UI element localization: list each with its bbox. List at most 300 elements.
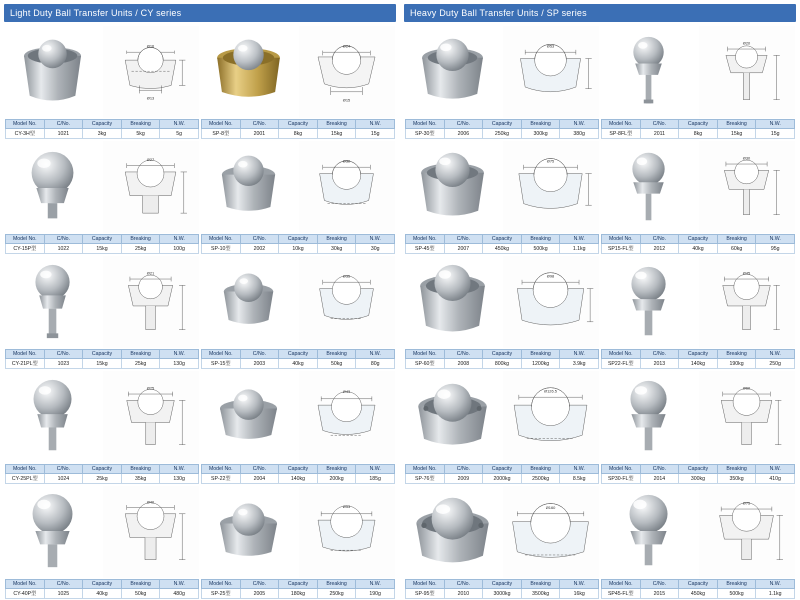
product-grid-light-duty (4, 25, 396, 600)
col-capacity: Capacity (679, 235, 718, 244)
cell-capacity: 40kg (83, 589, 122, 599)
cell-breaking: 5kg (121, 129, 160, 139)
technical-drawing (103, 141, 198, 233)
cell-cno: 1021 (44, 129, 83, 139)
col-capacity: Capacity (279, 235, 318, 244)
spec-table (405, 579, 599, 599)
col-nw: N.W. (756, 580, 795, 589)
cell-capacity: 800kg (483, 359, 522, 369)
cell-breaking: 500kg (717, 589, 756, 599)
cell-breaking: 50kg (317, 359, 356, 369)
product-photo (5, 486, 100, 578)
svg-text:Ø35: Ø35 (343, 273, 351, 279)
col-breaking: Breaking (521, 580, 560, 589)
cell-cno: 2008 (444, 359, 483, 369)
col-model: Model No. (6, 235, 45, 244)
cell-nw: 380g (560, 129, 599, 139)
col-capacity: Capacity (83, 120, 122, 129)
technical-drawing (299, 26, 394, 118)
table-header-row (406, 350, 599, 359)
col-cno: C/No. (444, 235, 483, 244)
col-model: Model No. (202, 350, 241, 359)
cell-cno: 2005 (240, 589, 279, 599)
table-header-row (406, 580, 599, 589)
cell-model: SP-76型 (406, 474, 445, 484)
svg-text:Ø43: Ø43 (343, 389, 351, 395)
cell-model: SP-25型 (202, 589, 241, 599)
cell-capacity: 2000kg (483, 474, 522, 484)
product-cell[interactable] (404, 25, 600, 140)
col-cno: C/No. (640, 120, 679, 129)
product-row (4, 485, 396, 600)
svg-text:Ø45: Ø45 (743, 270, 751, 276)
technical-drawing (503, 26, 598, 118)
product-photo (201, 256, 296, 348)
technical-drawing (699, 141, 794, 233)
cell-cno: 2007 (444, 244, 483, 254)
spec-table (5, 119, 199, 139)
svg-text:Ø40: Ø40 (147, 499, 155, 505)
col-cno: C/No. (240, 235, 279, 244)
product-photo (601, 141, 696, 233)
product-photo (5, 256, 100, 348)
svg-text:Ø21: Ø21 (147, 270, 155, 276)
cell-cno: 2003 (240, 359, 279, 369)
svg-text:Ø20: Ø20 (743, 40, 751, 46)
col-capacity: Capacity (279, 120, 318, 129)
col-capacity: Capacity (83, 465, 122, 474)
col-capacity: Capacity (279, 580, 318, 589)
product-photo (201, 486, 296, 578)
product-photo (601, 486, 696, 578)
col-breaking: Breaking (317, 235, 356, 244)
spec-table (405, 464, 599, 484)
svg-text:Ø13: Ø13 (147, 95, 155, 101)
table-header-row (202, 235, 395, 244)
product-cell[interactable] (600, 370, 796, 485)
cell-breaking: 1200kg (521, 359, 560, 369)
col-cno: C/No. (640, 235, 679, 244)
product-row (4, 370, 396, 485)
product-figures (5, 141, 199, 233)
product-photo (201, 371, 296, 463)
col-breaking: Breaking (521, 120, 560, 129)
col-nw: N.W. (356, 120, 395, 129)
cell-capacity: 140kg (679, 359, 718, 369)
cell-capacity: 40kg (679, 244, 718, 254)
cell-cno: 2002 (240, 244, 279, 254)
cell-model: SP-95型 (406, 589, 445, 599)
table-header-row (6, 120, 199, 129)
cell-model: SP15-FL型 (602, 244, 641, 254)
product-figures (5, 256, 199, 348)
col-model: Model No. (6, 580, 45, 589)
col-breaking: Breaking (121, 120, 160, 129)
table-header-row (406, 465, 599, 474)
product-cell[interactable] (4, 25, 200, 140)
col-capacity: Capacity (483, 580, 522, 589)
cell-cno: 2006 (444, 129, 483, 139)
cell-nw: 100g (160, 244, 199, 254)
product-photo (201, 141, 296, 233)
col-model: Model No. (6, 465, 45, 474)
product-cell[interactable] (600, 140, 796, 255)
product-grid-heavy-duty (404, 25, 796, 600)
cell-model: CY-25PL型 (6, 474, 45, 484)
product-cell[interactable] (600, 255, 796, 370)
col-capacity: Capacity (483, 350, 522, 359)
svg-text:Ø53: Ø53 (343, 504, 351, 510)
cell-cno: 2011 (640, 129, 679, 139)
cell-cno: 1023 (44, 359, 83, 369)
col-capacity: Capacity (83, 235, 122, 244)
product-cell[interactable] (200, 140, 396, 255)
col-breaking: Breaking (317, 580, 356, 589)
cell-capacity: 3kg (83, 129, 122, 139)
technical-drawing (103, 486, 198, 578)
spec-table (5, 464, 199, 484)
col-cno: C/No. (44, 580, 83, 589)
cell-capacity: 140kg (279, 474, 318, 484)
spec-table (601, 119, 795, 139)
col-breaking: Breaking (521, 235, 560, 244)
cell-capacity: 25kg (83, 474, 122, 484)
col-nw: N.W. (560, 120, 599, 129)
col-nw: N.W. (356, 350, 395, 359)
product-figures (601, 371, 795, 463)
svg-text:Ø126.5: Ø126.5 (544, 388, 558, 394)
cell-breaking: 35kg (121, 474, 160, 484)
table-row (202, 129, 395, 139)
spec-table (601, 234, 795, 254)
product-row (404, 485, 796, 600)
product-row (404, 140, 796, 255)
col-model: Model No. (406, 120, 445, 129)
table-row (602, 589, 795, 599)
cell-nw: 185g (356, 474, 395, 484)
svg-text:Ø30: Ø30 (343, 158, 351, 164)
col-capacity: Capacity (483, 235, 522, 244)
col-breaking: Breaking (521, 465, 560, 474)
svg-text:Ø75: Ø75 (743, 500, 751, 506)
col-nw: N.W. (356, 580, 395, 589)
cell-cno: 2001 (240, 129, 279, 139)
col-cno: C/No. (444, 350, 483, 359)
col-capacity: Capacity (679, 120, 718, 129)
product-cell[interactable] (4, 255, 200, 370)
col-nw: N.W. (560, 350, 599, 359)
table-header-row (202, 465, 395, 474)
col-nw: N.W. (756, 120, 795, 129)
product-row (4, 255, 396, 370)
table-row (406, 244, 599, 254)
cell-model: CY-15P型 (6, 244, 45, 254)
cell-model: SP-8FL型 (602, 129, 641, 139)
col-nw: N.W. (756, 465, 795, 474)
cell-breaking: 15kg (317, 129, 356, 139)
col-model: Model No. (602, 465, 641, 474)
technical-drawing (503, 371, 598, 463)
cell-model: SP-10型 (202, 244, 241, 254)
product-figures (201, 486, 395, 578)
technical-drawing (299, 141, 394, 233)
panel-header-light-duty: Light Duty Ball Transfer Units / CY series (4, 4, 396, 22)
product-figures (601, 256, 795, 348)
table-header-row (406, 120, 599, 129)
cell-breaking: 15kg (717, 129, 756, 139)
col-cno: C/No. (240, 120, 279, 129)
product-cell[interactable] (404, 485, 600, 600)
cell-breaking: 60kg (717, 244, 756, 254)
col-breaking: Breaking (121, 350, 160, 359)
product-figures (601, 141, 795, 233)
product-photo (601, 371, 696, 463)
col-cno: C/No. (240, 350, 279, 359)
col-breaking: Breaking (121, 465, 160, 474)
product-figures (5, 26, 199, 118)
table-row (6, 359, 199, 369)
table-header-row (6, 465, 199, 474)
product-photo (201, 26, 296, 118)
col-model: Model No. (406, 580, 445, 589)
col-cno: C/No. (640, 580, 679, 589)
cell-nw: 15g (756, 129, 795, 139)
cell-breaking: 300kg (521, 129, 560, 139)
col-model: Model No. (406, 235, 445, 244)
col-capacity: Capacity (483, 120, 522, 129)
cell-model: CY-21PL型 (6, 359, 45, 369)
table-header-row (202, 350, 395, 359)
product-cell[interactable] (4, 370, 200, 485)
svg-text:Ø27: Ø27 (147, 156, 155, 162)
cell-cno: 2015 (640, 589, 679, 599)
table-row (406, 129, 599, 139)
product-photo (405, 486, 500, 578)
product-cell[interactable] (200, 25, 396, 140)
cell-nw: 15g (356, 129, 395, 139)
cell-nw: 130g (160, 359, 199, 369)
cell-cno: 1025 (44, 589, 83, 599)
cell-capacity: 450kg (483, 244, 522, 254)
col-nw: N.W. (560, 465, 599, 474)
spec-table (601, 464, 795, 484)
col-capacity: Capacity (679, 465, 718, 474)
col-capacity: Capacity (279, 350, 318, 359)
cell-capacity: 15kg (83, 244, 122, 254)
product-photo (405, 256, 500, 348)
col-breaking: Breaking (717, 350, 756, 359)
col-model: Model No. (602, 580, 641, 589)
cell-capacity: 250kg (483, 129, 522, 139)
panel-header-heavy-duty: Heavy Duty Ball Transfer Units / SP series (404, 4, 796, 22)
cell-nw: 8.5kg (560, 474, 599, 484)
product-figures (5, 371, 199, 463)
table-row (406, 474, 599, 484)
technical-drawing (503, 256, 598, 348)
product-figures (201, 256, 395, 348)
col-cno: C/No. (240, 580, 279, 589)
product-figures (5, 486, 199, 578)
product-cell[interactable] (404, 255, 600, 370)
col-cno: C/No. (640, 465, 679, 474)
panel-heavy-duty (400, 0, 800, 600)
technical-drawing (299, 256, 394, 348)
technical-drawing (103, 256, 198, 348)
table-header-row (6, 350, 199, 359)
cell-model: SP22-FL型 (602, 359, 641, 369)
product-cell[interactable] (404, 140, 600, 255)
col-breaking: Breaking (317, 465, 356, 474)
cell-cno: 2012 (640, 244, 679, 254)
cell-cno: 1022 (44, 244, 83, 254)
cell-nw: 480g (160, 589, 199, 599)
svg-text:Ø75: Ø75 (547, 158, 555, 164)
col-capacity: Capacity (83, 350, 122, 359)
cell-nw: 410g (756, 474, 795, 484)
product-row (4, 140, 396, 255)
col-breaking: Breaking (717, 120, 756, 129)
product-cell[interactable] (404, 370, 600, 485)
table-row (406, 359, 599, 369)
table-header-row (6, 235, 199, 244)
col-breaking: Breaking (121, 235, 160, 244)
product-photo (405, 26, 500, 118)
technical-drawing (299, 486, 394, 578)
product-cell[interactable] (200, 255, 396, 370)
spec-table (5, 234, 199, 254)
col-capacity: Capacity (83, 580, 122, 589)
product-photo (5, 141, 100, 233)
cell-nw: 80g (356, 359, 395, 369)
svg-text:Ø60: Ø60 (743, 385, 751, 391)
cell-nw: 1.1kg (560, 244, 599, 254)
product-photo (601, 26, 696, 118)
cell-breaking: 25kg (121, 359, 160, 369)
col-model: Model No. (202, 235, 241, 244)
col-breaking: Breaking (521, 350, 560, 359)
cell-model: SP-30型 (406, 129, 445, 139)
product-row (4, 25, 396, 140)
cell-cno: 2010 (444, 589, 483, 599)
col-nw: N.W. (756, 350, 795, 359)
col-model: Model No. (202, 580, 241, 589)
technical-drawing (699, 371, 794, 463)
svg-text:Ø30: Ø30 (743, 155, 751, 161)
cell-breaking: 2500kg (521, 474, 560, 484)
product-cell[interactable] (200, 485, 396, 600)
col-model: Model No. (602, 350, 641, 359)
cell-capacity: 180kg (279, 589, 318, 599)
col-capacity: Capacity (679, 350, 718, 359)
product-figures (405, 371, 599, 463)
product-figures (405, 256, 599, 348)
product-figures (405, 486, 599, 578)
cell-breaking: 30kg (317, 244, 356, 254)
col-cno: C/No. (444, 465, 483, 474)
spec-table (601, 349, 795, 369)
table-header-row (602, 120, 795, 129)
spec-table (201, 234, 395, 254)
spec-table (201, 349, 395, 369)
col-model: Model No. (202, 465, 241, 474)
product-figures (201, 141, 395, 233)
spec-table (201, 119, 395, 139)
col-capacity: Capacity (279, 465, 318, 474)
product-cell[interactable] (600, 485, 796, 600)
table-row (6, 129, 199, 139)
technical-drawing (103, 371, 198, 463)
cell-capacity: 40kg (279, 359, 318, 369)
product-cell[interactable] (4, 485, 200, 600)
col-nw: N.W. (756, 235, 795, 244)
product-cell[interactable] (4, 140, 200, 255)
product-row (404, 370, 796, 485)
table-row (6, 474, 199, 484)
col-model: Model No. (202, 120, 241, 129)
table-row (602, 474, 795, 484)
spec-table (405, 119, 599, 139)
table-header-row (202, 120, 395, 129)
spec-table (201, 464, 395, 484)
svg-text:Ø15: Ø15 (343, 97, 351, 103)
col-cno: C/No. (44, 235, 83, 244)
table-row (202, 359, 395, 369)
spec-table (405, 234, 599, 254)
product-photo (405, 141, 500, 233)
cell-capacity: 8kg (279, 129, 318, 139)
col-nw: N.W. (160, 235, 199, 244)
cell-model: CY-40P型 (6, 589, 45, 599)
product-photo (405, 371, 500, 463)
cell-capacity: 8kg (679, 129, 718, 139)
table-row (406, 589, 599, 599)
cell-nw: 16kg (560, 589, 599, 599)
table-row (202, 474, 395, 484)
cell-breaking: 350kg (717, 474, 756, 484)
col-cno: C/No. (640, 350, 679, 359)
table-row (602, 244, 795, 254)
product-cell[interactable] (200, 370, 396, 485)
product-photo (5, 26, 100, 118)
col-nw: N.W. (560, 235, 599, 244)
col-nw: N.W. (160, 350, 199, 359)
table-row (202, 244, 395, 254)
cell-nw: 3.9kg (560, 359, 599, 369)
technical-drawing (699, 486, 794, 578)
cell-cno: 2013 (640, 359, 679, 369)
cell-breaking: 250kg (317, 589, 356, 599)
table-header-row (602, 580, 795, 589)
cell-nw: 95g (756, 244, 795, 254)
cell-model: SP-15型 (202, 359, 241, 369)
col-model: Model No. (6, 120, 45, 129)
cell-model: SP30-FL型 (602, 474, 641, 484)
spec-table (201, 579, 395, 599)
svg-text:Ø24: Ø24 (343, 43, 351, 49)
col-capacity: Capacity (679, 580, 718, 589)
col-cno: C/No. (240, 465, 279, 474)
cell-model: SP45-FL型 (602, 589, 641, 599)
col-breaking: Breaking (717, 580, 756, 589)
cell-cno: 2004 (240, 474, 279, 484)
cell-capacity: 300kg (679, 474, 718, 484)
product-cell[interactable] (600, 25, 796, 140)
col-cno: C/No. (444, 580, 483, 589)
col-breaking: Breaking (317, 120, 356, 129)
cell-model: SP-22型 (202, 474, 241, 484)
panel-divider (399, 0, 400, 600)
product-figures (601, 486, 795, 578)
